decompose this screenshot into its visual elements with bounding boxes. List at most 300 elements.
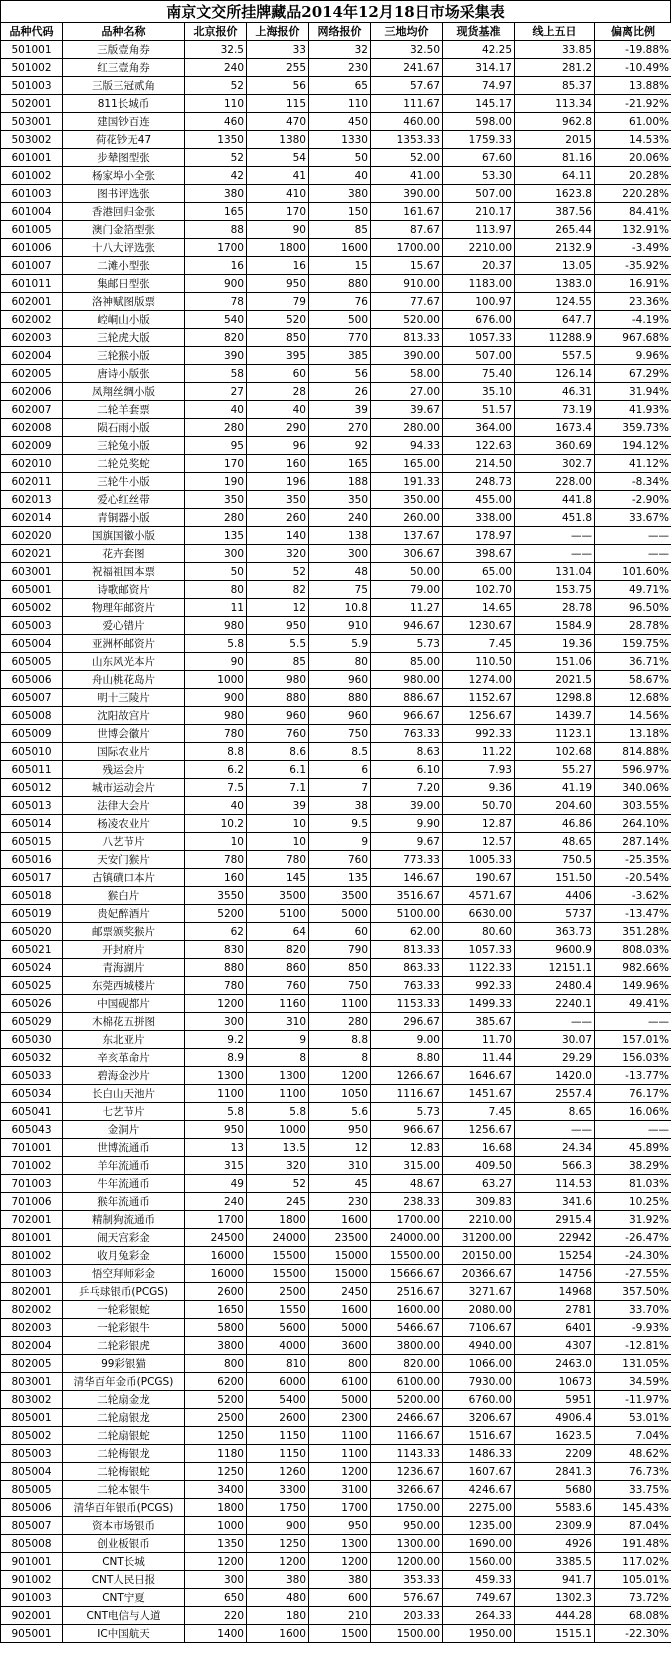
cell-five-day: 566.3 [515,1157,595,1175]
cell-code: 801002 [1,1247,63,1265]
cell-spot: 145.17 [443,95,515,113]
cell-five-day: —— [515,527,595,545]
cell-shanghai: 8.6 [247,743,309,761]
cell-name: 陨石雨小版 [63,419,185,437]
cell-name: 八艺节片 [63,833,185,851]
cell-deviation: 38.29% [595,1157,671,1175]
cell-name: 清华百年银币(PCGS) [63,1499,185,1517]
cell-online: 60 [309,923,371,941]
cell-code: 801001 [1,1229,63,1247]
table-row [1,689,671,707]
cell-average: 1700.00 [371,1211,443,1229]
cell-spot: 2210.00 [443,1211,515,1229]
cell-average: 1143.33 [371,1445,443,1463]
cell-code: 605012 [1,779,63,797]
cell-code: 901003 [1,1589,63,1607]
cell-online: 380 [309,185,371,203]
cell-shanghai: 82 [247,581,309,599]
cell-spot: 2275.00 [443,1499,515,1517]
cell-five-day: 14756 [515,1265,595,1283]
cell-five-day: 1623.8 [515,185,595,203]
cell-average: 946.67 [371,617,443,635]
cell-spot: 1646.67 [443,1067,515,1085]
cell-shanghai: 39 [247,797,309,815]
cell-average: 1116.67 [371,1085,443,1103]
cell-deviation: -4.19% [595,311,671,329]
header-spot: 现货基准 [443,23,515,41]
cell-online: 800 [309,1355,371,1373]
cell-deviation: 34.59% [595,1373,671,1391]
table-row [1,41,671,59]
table-row [1,203,671,221]
cell-name: 杨家埠小全张 [63,167,185,185]
cell-spot: 2080.00 [443,1301,515,1319]
cell-average: 9.67 [371,833,443,851]
cell-deviation: -24.30% [595,1247,671,1265]
cell-spot: 190.67 [443,869,515,887]
cell-code: 605019 [1,905,63,923]
cell-five-day: 265.44 [515,221,595,239]
cell-online: 850 [309,959,371,977]
cell-name: 牛年流通币 [63,1175,185,1193]
cell-name: 舟山桃花岛片 [63,671,185,689]
cell-beijing: 50 [185,563,247,581]
header-average: 三地均价 [371,23,443,41]
cell-average: 1750.00 [371,1499,443,1517]
cell-beijing: 900 [185,689,247,707]
cell-beijing: 42 [185,167,247,185]
cell-spot: 100.97 [443,293,515,311]
cell-five-day: 2915.4 [515,1211,595,1229]
cell-online: 15000 [309,1265,371,1283]
cell-name: 世博流通币 [63,1139,185,1157]
header-shanghai: 上海报价 [247,23,309,41]
cell-deviation: -13.77% [595,1067,671,1085]
cell-code: 603001 [1,563,63,581]
cell-beijing: 1250 [185,1463,247,1481]
cell-five-day: 55.27 [515,761,595,779]
cell-beijing: 780 [185,977,247,995]
cell-beijing: 300 [185,1013,247,1031]
cell-average: 813.33 [371,941,443,959]
cell-spot: 12.87 [443,815,515,833]
cell-shanghai: 810 [247,1355,309,1373]
cell-spot: 338.00 [443,509,515,527]
cell-beijing: 10.2 [185,815,247,833]
cell-average: 77.67 [371,293,443,311]
cell-five-day: 28.78 [515,599,595,617]
cell-spot: 1256.67 [443,707,515,725]
cell-spot: 2210.00 [443,239,515,257]
cell-five-day: 2480.4 [515,977,595,995]
cell-beijing: 1350 [185,131,247,149]
cell-deviation: 48.62% [595,1445,671,1463]
cell-online: 1100 [309,1445,371,1463]
table-row [1,1157,671,1175]
table-row [1,257,671,275]
cell-name: 闹天宫彩金 [63,1229,185,1247]
cell-beijing: 390 [185,347,247,365]
cell-five-day: 750.5 [515,851,595,869]
cell-online: 15 [309,257,371,275]
table-row [1,113,671,131]
cell-shanghai: 520 [247,311,309,329]
cell-beijing: 1700 [185,239,247,257]
cell-five-day: 444.28 [515,1607,595,1625]
cell-shanghai: 1100 [247,1085,309,1103]
cell-shanghai: 2500 [247,1283,309,1301]
table-row [1,851,671,869]
cell-average: 32.50 [371,41,443,59]
cell-name: CNT电信与人道 [63,1607,185,1625]
cell-name: 集邮日型张 [63,275,185,293]
cell-code: 601003 [1,185,63,203]
cell-shanghai: 1300 [247,1067,309,1085]
table-row [1,923,671,941]
cell-beijing: 820 [185,329,247,347]
cell-spot: 80.60 [443,923,515,941]
cell-online: 450 [309,113,371,131]
cell-spot: 4571.67 [443,887,515,905]
cell-five-day: 3385.5 [515,1553,595,1571]
cell-average: 2516.67 [371,1283,443,1301]
cell-deviation: -19.88% [595,41,671,59]
cell-name: 二轮扇银蛇 [63,1427,185,1445]
cell-shanghai: 10 [247,833,309,851]
table-row [1,1553,671,1571]
cell-beijing: 16000 [185,1265,247,1283]
cell-five-day: 1623.5 [515,1427,595,1445]
cell-shanghai: 33 [247,41,309,59]
cell-deviation: 357.50% [595,1283,671,1301]
cell-average: 9.90 [371,815,443,833]
cell-shanghai: 320 [247,1157,309,1175]
cell-shanghai: 96 [247,437,309,455]
cell-shanghai: 6.1 [247,761,309,779]
cell-spot: 385.67 [443,1013,515,1031]
cell-name: 99彩银猫 [63,1355,185,1373]
cell-name: 爱心红丝带 [63,491,185,509]
cell-spot: 459.33 [443,1571,515,1589]
cell-shanghai: 410 [247,185,309,203]
cell-name: 悟空拜师彩金 [63,1265,185,1283]
cell-five-day: 647.7 [515,311,595,329]
cell-spot: 409.50 [443,1157,515,1175]
cell-average: 1166.67 [371,1427,443,1445]
cell-code: 605026 [1,995,63,1013]
cell-five-day: 341.6 [515,1193,595,1211]
cell-average: 165.00 [371,455,443,473]
cell-five-day: 2781 [515,1301,595,1319]
cell-shanghai: 245 [247,1193,309,1211]
cell-shanghai: 180 [247,1607,309,1625]
table-row [1,1499,671,1517]
cell-shanghai: 1200 [247,1553,309,1571]
cell-online: 150 [309,203,371,221]
cell-five-day: 2021.5 [515,671,595,689]
cell-five-day: 1584.9 [515,617,595,635]
cell-spot: 1057.33 [443,941,515,959]
cell-shanghai: 15500 [247,1265,309,1283]
cell-shanghai: 60 [247,365,309,383]
header-code: 品种代码 [1,23,63,41]
cell-shanghai: 960 [247,707,309,725]
cell-online: 1200 [309,1067,371,1085]
cell-average: 58.00 [371,365,443,383]
cell-online: 270 [309,419,371,437]
cell-deviation: 20.06% [595,149,671,167]
cell-name: CNT长城 [63,1553,185,1571]
cell-beijing: 160 [185,869,247,887]
table-row [1,311,671,329]
cell-code: 601007 [1,257,63,275]
cell-average: 5.73 [371,635,443,653]
cell-beijing: 5.8 [185,1103,247,1121]
cell-average: 41.00 [371,167,443,185]
cell-deviation: -26.47% [595,1229,671,1247]
cell-five-day: 363.73 [515,923,595,941]
cell-deviation: 16.91% [595,275,671,293]
cell-deviation: —— [595,1013,671,1031]
cell-name: 红三壹角券 [63,59,185,77]
cell-spot: 4246.67 [443,1481,515,1499]
table-row [1,1139,671,1157]
cell-spot: 7.93 [443,761,515,779]
cell-beijing: 1000 [185,1517,247,1535]
cell-name: 花卉套图 [63,545,185,563]
cell-beijing: 1180 [185,1445,247,1463]
cell-deviation: 68.08% [595,1607,671,1625]
table-row [1,1481,671,1499]
cell-code: 601005 [1,221,63,239]
cell-five-day: 46.31 [515,383,595,401]
cell-deviation: -22.30% [595,1625,671,1643]
cell-name: 三轮虎大版 [63,329,185,347]
cell-five-day: 153.75 [515,581,595,599]
cell-five-day: 360.69 [515,437,595,455]
cell-average: 5.73 [371,1103,443,1121]
cell-online: 39 [309,401,371,419]
cell-beijing: 52 [185,149,247,167]
cell-code: 702001 [1,1211,63,1229]
cell-deviation: 53.01% [595,1409,671,1427]
cell-shanghai: 64 [247,923,309,941]
cell-spot: 676.00 [443,311,515,329]
table-row [1,1517,671,1535]
cell-five-day: 2463.0 [515,1355,595,1373]
cell-spot: 1274.00 [443,671,515,689]
cell-average: 966.67 [371,707,443,725]
cell-deviation: -10.49% [595,59,671,77]
cell-code: 805005 [1,1481,63,1499]
cell-beijing: 27 [185,383,247,401]
cell-online: 135 [309,869,371,887]
cell-average: 15666.67 [371,1265,443,1283]
cell-spot: 110.50 [443,653,515,671]
cell-online: 1330 [309,131,371,149]
cell-beijing: 32.5 [185,41,247,59]
cell-code: 802003 [1,1319,63,1337]
cell-shanghai: 3500 [247,887,309,905]
cell-five-day: 1302.3 [515,1589,595,1607]
cell-beijing: 95 [185,437,247,455]
cell-average: 950.00 [371,1517,443,1535]
cell-name: 创业板银币 [63,1535,185,1553]
cell-deviation: 220.28% [595,185,671,203]
cell-shanghai: 170 [247,203,309,221]
cell-average: 94.33 [371,437,443,455]
cell-beijing: 1350 [185,1535,247,1553]
cell-average: 5466.67 [371,1319,443,1337]
table-row [1,167,671,185]
cell-online: 1200 [309,1553,371,1571]
cell-average: 6100.00 [371,1373,443,1391]
cell-average: 1153.33 [371,995,443,1013]
cell-average: 306.67 [371,545,443,563]
cell-five-day: 10673 [515,1373,595,1391]
cell-deviation: -13.47% [595,905,671,923]
cell-shanghai: 90 [247,221,309,239]
cell-deviation: 194.12% [595,437,671,455]
cell-shanghai: 380 [247,1571,309,1589]
cell-online: 3500 [309,887,371,905]
cell-online: 385 [309,347,371,365]
cell-code: 701001 [1,1139,63,1157]
cell-deviation: 157.01% [595,1031,671,1049]
cell-beijing: 10 [185,833,247,851]
cell-beijing: 9.2 [185,1031,247,1049]
cell-shanghai: 8 [247,1049,309,1067]
header-row [1,23,671,41]
cell-online: 950 [309,1517,371,1535]
cell-code: 605034 [1,1085,63,1103]
cell-beijing: 3800 [185,1337,247,1355]
cell-average: 15500.00 [371,1247,443,1265]
cell-online: 760 [309,851,371,869]
cell-code: 502001 [1,95,63,113]
cell-spot: 4940.00 [443,1337,515,1355]
cell-deviation: 41.12% [595,455,671,473]
cell-spot: 992.33 [443,977,515,995]
cell-name: 天安门猴片 [63,851,185,869]
cell-name: 精制狗流通币 [63,1211,185,1229]
cell-name: 猴白片 [63,887,185,905]
cell-online: 12 [309,1139,371,1157]
cell-code: 602008 [1,419,63,437]
table-body [1,41,671,1643]
cell-shanghai: 9 [247,1031,309,1049]
cell-code: 501002 [1,59,63,77]
cell-online: 2300 [309,1409,371,1427]
cell-code: 605013 [1,797,63,815]
table-row [1,617,671,635]
cell-beijing: 900 [185,275,247,293]
cell-spot: 1005.33 [443,851,515,869]
cell-spot: 7.45 [443,1103,515,1121]
cell-deviation: 596.97% [595,761,671,779]
cell-name: 明十三陵片 [63,689,185,707]
table-row [1,797,671,815]
cell-average: 315.00 [371,1157,443,1175]
cell-deviation: 10.25% [595,1193,671,1211]
cell-beijing: 6200 [185,1373,247,1391]
cell-beijing: 52 [185,77,247,95]
cell-beijing: 280 [185,509,247,527]
cell-average: 3516.67 [371,887,443,905]
cell-beijing: 830 [185,941,247,959]
table-row [1,779,671,797]
cell-five-day: 387.56 [515,203,595,221]
cell-spot: 1451.67 [443,1085,515,1103]
cell-deviation: 58.67% [595,671,671,689]
cell-average: 137.67 [371,527,443,545]
cell-shanghai: 860 [247,959,309,977]
cell-code: 605025 [1,977,63,995]
cell-shanghai: 1750 [247,1499,309,1517]
cell-spot: 20.37 [443,257,515,275]
cell-spot: 1607.67 [443,1463,515,1481]
cell-five-day: 114.53 [515,1175,595,1193]
cell-deviation: 84.41% [595,203,671,221]
cell-five-day: 48.65 [515,833,595,851]
cell-code: 605010 [1,743,63,761]
cell-average: 238.33 [371,1193,443,1211]
cell-spot: 16.68 [443,1139,515,1157]
table-row [1,1571,671,1589]
cell-average: 1266.67 [371,1067,443,1085]
cell-online: 750 [309,725,371,743]
cell-five-day: 4926 [515,1535,595,1553]
cell-spot: 11.44 [443,1049,515,1067]
cell-deviation: 61.00% [595,113,671,131]
cell-shanghai: 1000 [247,1121,309,1139]
cell-code: 605007 [1,689,63,707]
cell-five-day: 1515.1 [515,1625,595,1643]
cell-deviation: 303.55% [595,797,671,815]
cell-name: 图书评选张 [63,185,185,203]
table-row [1,599,671,617]
table-row [1,761,671,779]
cell-online: 300 [309,545,371,563]
cell-name: 二轮彩银虎 [63,1337,185,1355]
cell-five-day: 30.07 [515,1031,595,1049]
cell-shanghai: 1800 [247,1211,309,1229]
cell-name: 物理年邮资片 [63,599,185,617]
cell-shanghai: 320 [247,545,309,563]
table-row [1,563,671,581]
cell-average: 886.67 [371,689,443,707]
table-row [1,1265,671,1283]
cell-five-day: 2132.9 [515,239,595,257]
cell-beijing: 165 [185,203,247,221]
cell-online: 56 [309,365,371,383]
table-row [1,1355,671,1373]
cell-beijing: 1300 [185,1067,247,1085]
cell-name: CNT人民日报 [63,1571,185,1589]
cell-code: 701003 [1,1175,63,1193]
table-row [1,95,671,113]
cell-beijing: 170 [185,455,247,473]
cell-online: 950 [309,1121,371,1139]
cell-beijing: 88 [185,221,247,239]
cell-spot: 309.83 [443,1193,515,1211]
cell-code: 805006 [1,1499,63,1517]
cell-beijing: 1200 [185,1553,247,1571]
cell-spot: 1560.00 [443,1553,515,1571]
table-row [1,59,671,77]
cell-deviation: 12.68% [595,689,671,707]
cell-five-day: 1383.0 [515,275,595,293]
